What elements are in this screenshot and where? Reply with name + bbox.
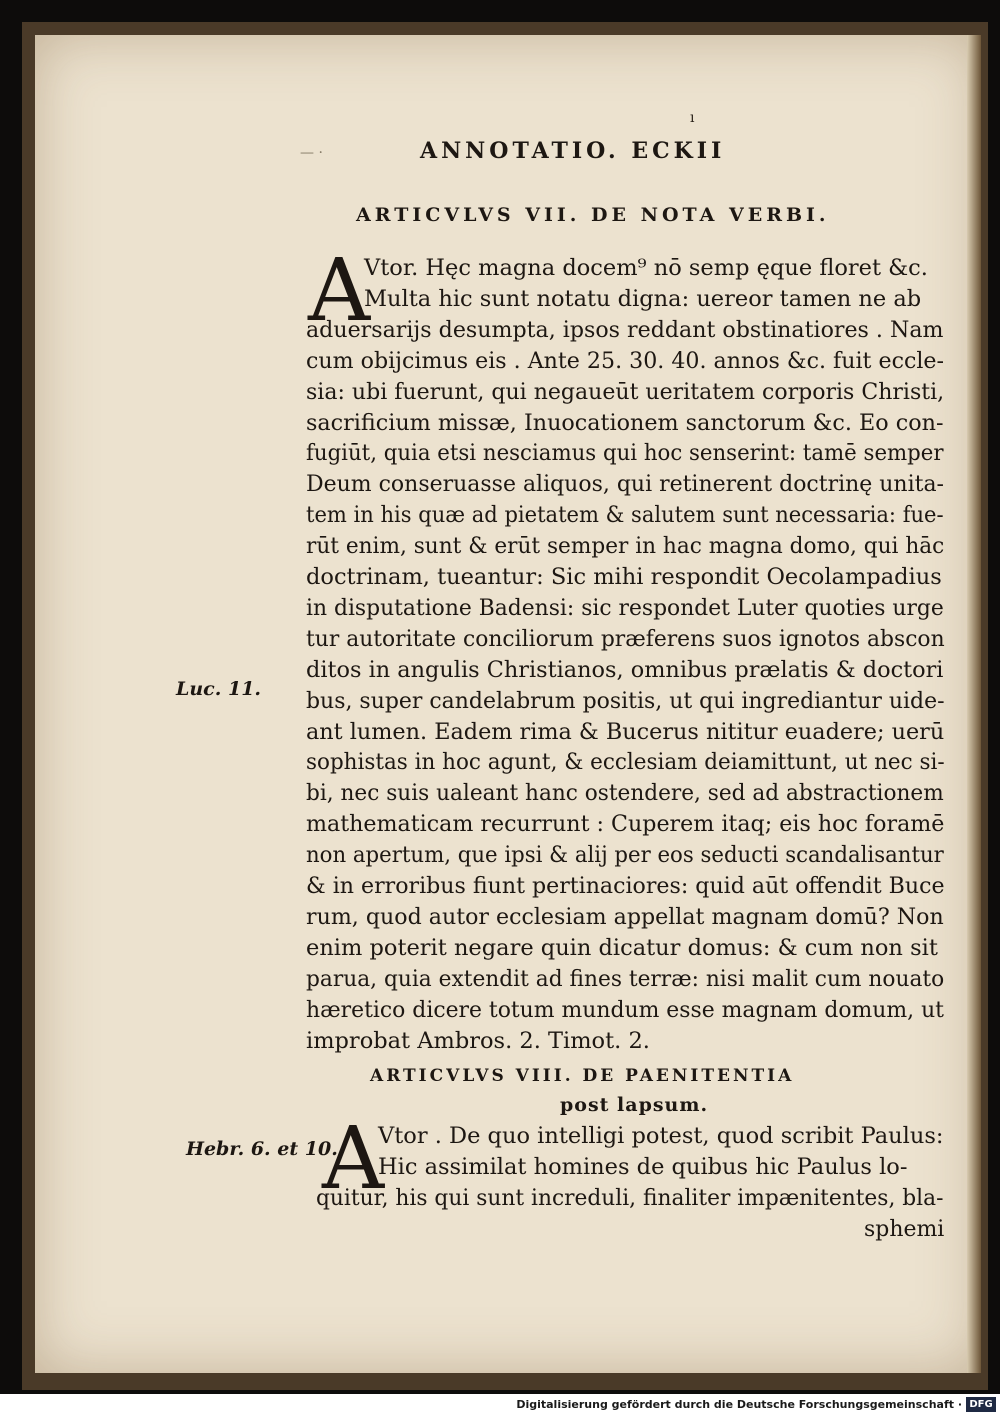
- article-7-line: fugiūt, quia etsi nesciamus qui hoc senserint: tamē semper: [306, 440, 944, 467]
- article-7-line: improbat Ambros. 2. Timot. 2.: [306, 1027, 650, 1054]
- article-7-line: ditos in angulis Christianos, omnibus prælatis & doctori: [306, 656, 944, 683]
- article-7-line: Vtor. Hęc magna docem⁹ nō semp ęque floret &c.: [364, 255, 928, 281]
- running-head: ANNOTATIO. ECKII: [420, 138, 726, 164]
- article-7-line: bus, super candelabrum positis, ut qui ingrediantur uide-: [306, 687, 945, 714]
- article-8-dropcap: A: [322, 1109, 385, 1209]
- article-7-line: hæretico dicere totum mundum esse magnam domum, ut: [306, 996, 944, 1023]
- article-7-line: & in erroribus fiunt pertinaciores: quid aūt offendit Buce: [306, 873, 945, 899]
- article-7-line: tem in his quæ ad pietatem & salutem sunt necessaria: fue-: [306, 502, 944, 529]
- margin-note-luc: Luc. 11.: [176, 678, 262, 700]
- article-8-line: quitur, his qui sunt increduli, finaliter impænitentes, bla-: [316, 1184, 944, 1211]
- article-7-dropcap: A: [308, 241, 371, 341]
- article-7-line: mathematicam recurrunt : Cuperem itaq; eis hoc foramē: [306, 811, 945, 838]
- article-7-line: in disputatione Badensi: sic respondet Luter quoties urge: [306, 594, 944, 621]
- footer-bar: [0, 1394, 1000, 1416]
- article-7-line: sophistas in hoc agunt, & ecclesiam deiamittunt, ut nec si-: [306, 749, 945, 776]
- article-8-heading-cont: post lapsum.: [560, 1094, 709, 1116]
- article-7-line: non apertum, que ipsi & alij per eos seducti scandalisantur: [306, 842, 944, 869]
- article-7-line: sacrificium missæ, Inuocationem sanctorum &c. Eo con-: [306, 409, 944, 436]
- article-7-line: rum, quod autor ecclesiam appellat magnam domū? Non: [306, 903, 944, 930]
- article-8-line: sphemi: [864, 1215, 945, 1242]
- article-7-line: cum obijcimus eis . Ante 25. 30. 40. annos &c. fuit eccle-: [306, 347, 944, 374]
- article-8-line: Hic assimilat homines de quibus hic Paulus lo-: [378, 1153, 908, 1180]
- article-7-line: Deum conseruasse aliquos, qui retinerent doctrinę unita-: [306, 471, 944, 498]
- article-7-line: Multa hic sunt notatu digna: uereor tamen ne ab: [364, 285, 922, 312]
- article-8-line: Vtor . De quo intelligi potest, quod scribit Paulus:: [378, 1123, 944, 1149]
- margin-note-hebr: Hebr. 6. et 10.: [186, 1138, 338, 1160]
- page-edge: [967, 35, 981, 1373]
- printer-mark: ı: [690, 110, 695, 126]
- article-7-line: bi, nec suis ualeant hanc ostendere, sed ad abstractionem: [306, 780, 944, 807]
- article-7-line: parua, quia extendit ad fines terræ: nisi malit cum nouato: [306, 965, 945, 992]
- article-7-line: ant lumen. Eadem rima & Bucerus nititur euadere; uerū: [306, 718, 945, 745]
- article-7-line: rūt enim, sunt & erūt semper in hac magna domo, qui hāc: [306, 533, 945, 560]
- funding-notice: Digitalisierung gefördert durch die Deutsche Forschungsgemeinschaft ·: [516, 1398, 962, 1411]
- article-7-line: aduersarijs desumpta, ipsos reddant obstinatiores . Nam: [306, 316, 944, 343]
- article-7-line: sia: ubi fuerunt, qui negaueūt ueritatem corporis Christi,: [306, 378, 945, 405]
- article-8-heading: ARTICVLVS VIII. DE PAENITENTIA: [370, 1066, 795, 1086]
- article-7-line: enim poterit negare quin dicatur domus: & cum non sit: [306, 934, 938, 961]
- dfg-logo: DFG: [966, 1397, 996, 1412]
- article-7-line: doctrinam, tueantur: Sic mihi respondit Oecolampadius: [306, 564, 942, 590]
- article-7-heading: ARTICVLVS VII. DE NOTA VERBI.: [356, 204, 830, 226]
- article-7-line: tur autoritate conciliorum præferens suos ignotos abscon: [306, 625, 945, 652]
- faint-mark: — ·: [300, 145, 323, 161]
